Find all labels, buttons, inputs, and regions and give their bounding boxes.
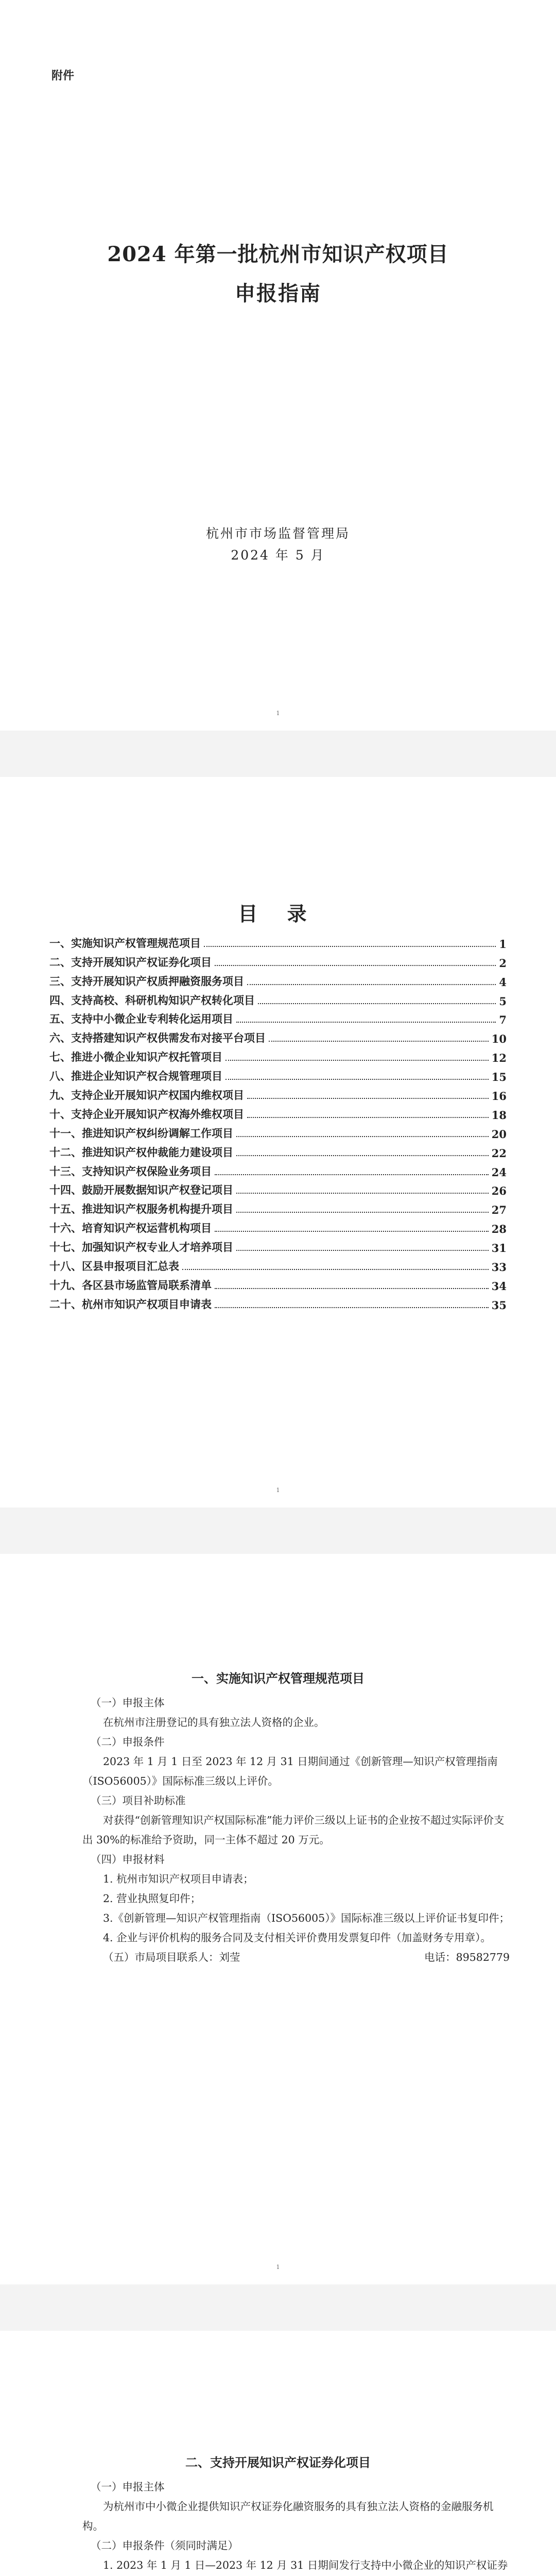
subheading: （一）申报主体: [91, 2481, 165, 2493]
page-number: 1: [276, 1487, 280, 1494]
toc-leader-dots: [247, 1117, 489, 1118]
subheading: （三）项目补助标准: [91, 1794, 186, 1807]
toc-entry-label: 十一、推进知识产权纠纷调解工作项目: [49, 1126, 233, 1140]
table-of-contents: [49, 931, 507, 1312]
toc-entry-label: 十七、加强知识产权专业人才培养项目: [49, 1241, 233, 1254]
toc-leader-dots: [236, 1212, 489, 1213]
paragraph: 为杭州市中小微企业提供知识产权证券化融资服务的具有独立法人资格的金融服务机构。: [82, 2500, 494, 2532]
attachment-label: 附件: [51, 70, 75, 82]
toc-leader-dots: [236, 1136, 489, 1137]
subheading: （二）申报条件（须同时满足）: [91, 2539, 238, 2552]
toc-leader-dots: [215, 1307, 489, 1308]
issuer-name: 杭州市市场监督管理局: [205, 526, 350, 541]
toc-entry-label: 九、支持企业开展知识产权国内维权项目: [49, 1089, 244, 1102]
paragraph: 1. 杭州市知识产权项目申请表；: [103, 1873, 254, 1885]
toc-entry-label: 五、支持中小微企业专利转化运用项目: [49, 1012, 233, 1026]
toc-leader-dots: [247, 984, 496, 985]
toc-entry[interactable]: [49, 1083, 507, 1103]
toc-entry-label: 十三、支持知识产权保险业务项目: [49, 1164, 212, 1178]
toc-entry-page: 12: [491, 1052, 507, 1065]
contact-row: [82, 1947, 510, 1967]
contact-person: （五）市局项目联系人：刘莹: [103, 1951, 240, 1963]
toc-entry[interactable]: [49, 1216, 507, 1235]
toc-entry[interactable]: [49, 1274, 507, 1293]
toc-leader-dots: [236, 1022, 496, 1023]
paragraph: 2023 年 1 月 1 日至 2023 年 12 月 31 日期间通过《创新管理—知识产权管理指南（ISO56005）》国际标准三级以上评价。: [82, 1755, 498, 1787]
toc-entry-page: 27: [491, 1204, 507, 1217]
toc-entry-page: 26: [491, 1184, 507, 1198]
toc-title: 目 录: [238, 902, 318, 925]
page-gap: [0, 2284, 556, 2331]
toc-entry-page: 33: [491, 1261, 507, 1274]
toc-entry[interactable]: [49, 1045, 507, 1064]
toc-entry-page: 20: [491, 1127, 507, 1141]
toc-entry-page: 24: [491, 1165, 507, 1179]
toc-entry-page: 35: [491, 1298, 507, 1312]
toc-entry[interactable]: [49, 989, 507, 1008]
contact-phone: 电话：89582779: [424, 1951, 510, 1963]
toc-entry-label: 十八、区县申报项目汇总表: [49, 1260, 179, 1273]
toc-leader-dots: [225, 1079, 489, 1080]
section-lines: [82, 2477, 510, 2576]
toc-entry-page: 16: [491, 1090, 507, 1103]
page-number: 1: [276, 710, 280, 717]
toc-entry-page: 5: [499, 994, 507, 1008]
toc-entry-label: 七、推进小微企业知识产权托管项目: [49, 1050, 222, 1064]
section-body: [82, 2477, 510, 2576]
toc-entry-label: 六、支持搭建知识产权供需发布对接平台项目: [49, 1031, 266, 1045]
toc-entry[interactable]: [49, 1255, 507, 1274]
toc-leader-dots: [215, 1288, 489, 1289]
toc-entry-page: 15: [491, 1071, 507, 1084]
paragraph: 对获得“创新管理知识产权国际标准”能力评价三级以上证书的企业按不超过实际评价支出 30%的标准给予资助，同一主体不超过 20 万元。: [82, 1814, 505, 1846]
toc-entry-page: 22: [491, 1146, 507, 1160]
toc-entry-page: 18: [491, 1108, 507, 1122]
page-gap: [0, 1507, 556, 1554]
toc-entry-label: 三、支持开展知识产权质押融资服务项目: [49, 974, 244, 988]
toc-entry[interactable]: [49, 1160, 507, 1179]
paragraph: 2. 营业执照复印件；: [103, 1892, 201, 1905]
toc-entry-label: 二十、杭州市知识产权项目申请表: [49, 1297, 212, 1311]
toc-leader-dots: [215, 1231, 489, 1232]
toc-leader-dots: [215, 1174, 489, 1175]
toc-entry[interactable]: [49, 970, 507, 989]
toc-entry[interactable]: [49, 1235, 507, 1255]
toc-entry-label: 四、支持高校、科研机构知识产权转化项目: [49, 993, 255, 1007]
section-title: 二、支持开展知识产权证券化项目: [185, 2455, 371, 2470]
toc-entry[interactable]: [49, 1141, 507, 1160]
toc-entry-label: 十、支持企业开展知识产权海外维权项目: [49, 1107, 244, 1121]
toc-entry[interactable]: [49, 951, 507, 970]
issue-date: 2024 年 5 月: [231, 548, 325, 563]
toc-entry-page: 10: [491, 1032, 507, 1046]
section-title: 一、实施知识产权管理规范项目: [192, 1671, 364, 1686]
toc-leader-dots: [236, 1250, 489, 1251]
subheading: （二）申报条件: [91, 1736, 165, 1748]
subheading: （一）申报主体: [91, 1697, 165, 1709]
toc-leader-dots: [225, 1060, 489, 1061]
toc-entry[interactable]: [49, 1026, 507, 1045]
subheading: （四）申报材料: [91, 1853, 165, 1866]
toc-entry-page: 34: [491, 1279, 507, 1293]
page-number: 1: [276, 2264, 280, 2270]
toc-leader-dots: [182, 1269, 489, 1270]
document-title-line2: 申报指南: [235, 281, 321, 306]
toc-entry-label: 十五、推进知识产权服务机构提升项目: [49, 1202, 233, 1216]
paragraph: 1. 2023 年 1 月 1 日—2023 年 12 月 31 日期间发行支持中小微企业的知识产权证券: [103, 2559, 508, 2571]
document-title-line1: 2024 年第一批杭州市知识产权项目: [107, 242, 449, 266]
toc-entry-label: 十九、各区县市场监管局联系清单: [49, 1278, 212, 1292]
toc-entry[interactable]: [49, 931, 507, 951]
toc-leader-dots: [215, 965, 496, 966]
toc-entry[interactable]: [49, 1103, 507, 1122]
toc-entry[interactable]: [49, 1122, 507, 1141]
toc-entry-label: 十六、培育知识产权运营机构项目: [49, 1222, 212, 1235]
toc-entry-label: 八、推进企业知识产权合规管理项目: [49, 1070, 222, 1083]
toc-leader-dots: [247, 1098, 489, 1099]
toc-entry-page: 28: [491, 1223, 507, 1236]
toc-entry-page: 4: [499, 975, 507, 989]
toc-entry-label: 十二、推进知识产权仲裁能力建设项目: [49, 1145, 233, 1159]
toc-leader-dots: [204, 946, 496, 947]
toc-entry-label: 十四、鼓励开展数据知识产权登记项目: [49, 1183, 233, 1197]
toc-entry[interactable]: [49, 1197, 507, 1216]
paragraph: 3.《创新管理—知识产权管理指南（ISO56005）》国际标准三级以上评价证书复印件；: [103, 1912, 510, 1924]
paragraph: 在杭州市注册登记的具有独立法人资格的企业。: [103, 1716, 325, 1728]
toc-leader-dots: [236, 1155, 489, 1156]
toc-entry-label: 二、支持开展知识产权证券化项目: [49, 955, 212, 969]
paragraph: 4. 企业与评价机构的服务合同及支付相关评价费用发票复印件（加盖财务专用章）。: [103, 1931, 491, 1944]
toc-entry[interactable]: [49, 1179, 507, 1198]
section-body: [82, 1693, 510, 1967]
toc-leader-dots: [269, 1041, 489, 1042]
toc-entry-page: 2: [499, 956, 507, 970]
toc-entry-page: 31: [491, 1242, 507, 1255]
cover-page: [0, 0, 556, 731]
toc-entry-page: 7: [499, 1013, 507, 1027]
toc-entry[interactable]: [49, 1008, 507, 1027]
toc-entry[interactable]: [49, 1293, 507, 1312]
toc-entry-label: 一、实施知识产权管理规范项目: [49, 936, 201, 950]
page-gap: [0, 731, 556, 777]
toc-leader-dots: [258, 1003, 496, 1004]
toc-entry-page: 1: [499, 937, 507, 951]
section-lines: [82, 1693, 510, 1947]
toc-entry[interactable]: [49, 1064, 507, 1083]
toc-leader-dots: [236, 1193, 489, 1194]
